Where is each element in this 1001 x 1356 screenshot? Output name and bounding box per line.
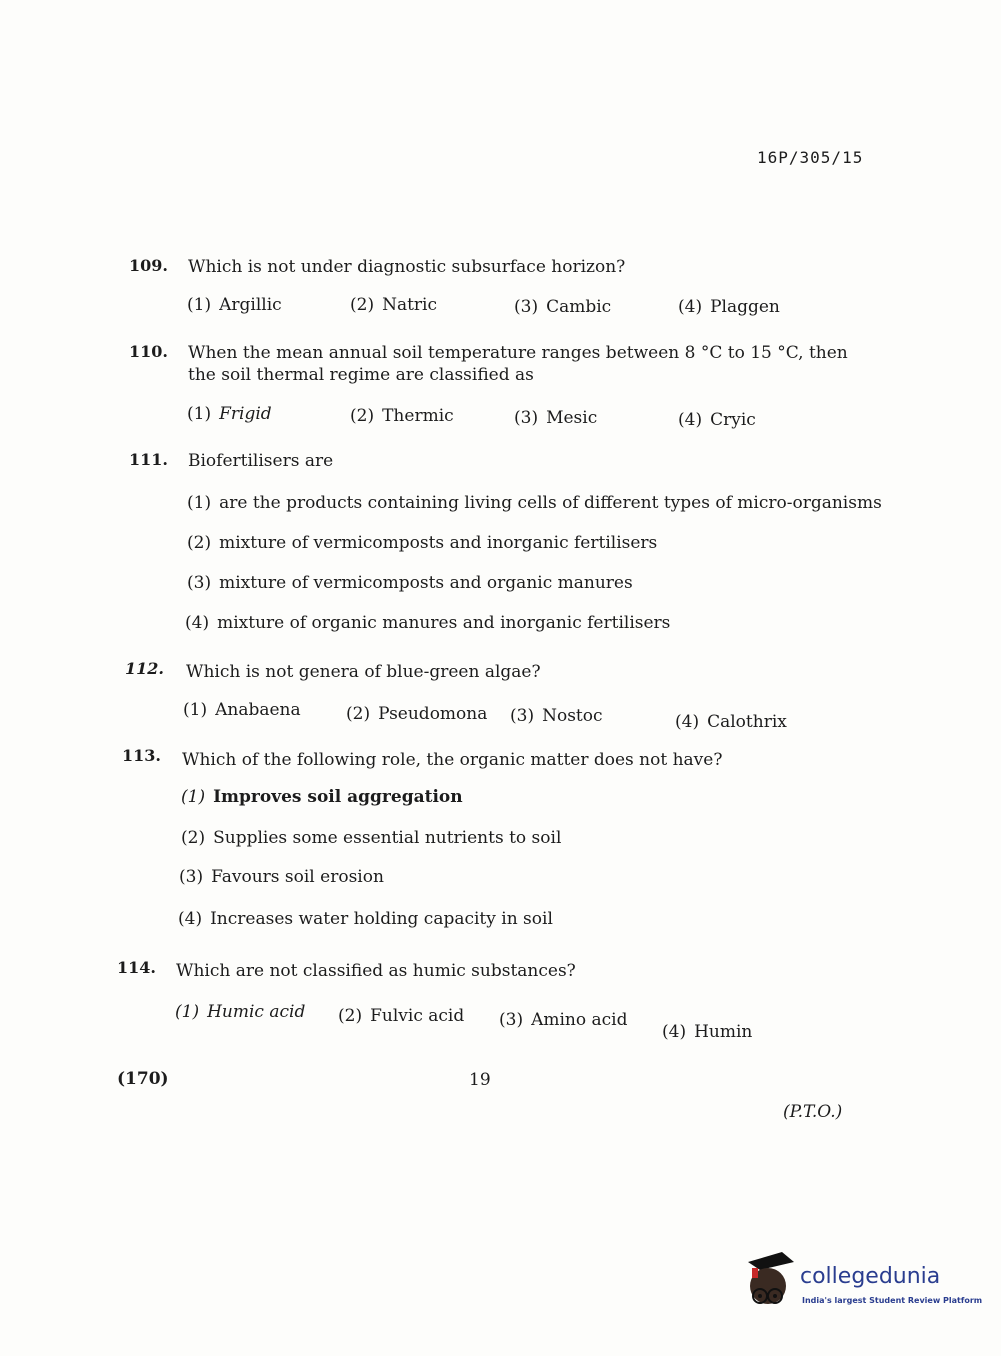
option-text: Cryic bbox=[710, 410, 756, 430]
option bbox=[187, 573, 633, 593]
option bbox=[187, 404, 272, 424]
option bbox=[185, 613, 670, 633]
option-number: (4) bbox=[662, 1022, 687, 1042]
brand-name: collegedunia bbox=[800, 1264, 941, 1289]
option-number: (4) bbox=[185, 613, 210, 633]
option-text: Calothrix bbox=[707, 712, 787, 732]
question-number: 110. bbox=[129, 342, 168, 361]
option-text: Supplies some essential nutrients to soil bbox=[213, 828, 562, 848]
question-text: Which of the following role, the organic matter does not have? bbox=[182, 750, 723, 770]
option-text: Favours soil erosion bbox=[211, 867, 384, 887]
question-text: Which are not classified as humic substances? bbox=[176, 961, 576, 981]
option bbox=[514, 408, 597, 428]
option-text: Humin bbox=[694, 1022, 753, 1042]
option-number: (1) bbox=[187, 404, 212, 424]
option-number: (3) bbox=[499, 1010, 524, 1030]
option bbox=[510, 706, 603, 726]
option bbox=[175, 1002, 305, 1022]
option-number: (2) bbox=[350, 406, 375, 426]
option-text: Natric bbox=[382, 295, 438, 315]
option-number: (2) bbox=[346, 704, 371, 724]
option bbox=[678, 297, 780, 317]
option bbox=[514, 297, 611, 317]
option-text: mixture of vermicomposts and inorganic fertilisers bbox=[219, 533, 658, 553]
question-number: 112. bbox=[125, 659, 164, 678]
brand-tagline: India's largest Student Review Platform bbox=[802, 1296, 983, 1305]
option-text: Fulvic acid bbox=[370, 1006, 465, 1026]
paper-code: 16P/305/15 bbox=[757, 148, 864, 167]
option bbox=[338, 1006, 464, 1026]
option-text: Anabaena bbox=[215, 700, 301, 720]
option-number: (4) bbox=[178, 909, 203, 929]
option bbox=[187, 533, 657, 553]
option-number: (1) bbox=[183, 700, 208, 720]
option-text: Plaggen bbox=[710, 297, 780, 317]
option-number: (3) bbox=[510, 706, 535, 726]
option-text: Argillic bbox=[219, 295, 282, 315]
question-number: 109. bbox=[129, 256, 168, 275]
booklet-code: (170) bbox=[117, 1069, 169, 1089]
option-text: Humic acid bbox=[207, 1002, 306, 1022]
option-text: mixture of vermicomposts and organic manures bbox=[219, 573, 633, 593]
option-number: (4) bbox=[675, 712, 700, 732]
option-text: Nostoc bbox=[542, 706, 603, 726]
question-text: Which is not genera of blue-green algae? bbox=[186, 662, 541, 682]
option bbox=[181, 828, 561, 848]
option bbox=[346, 704, 487, 724]
option-number: (4) bbox=[678, 410, 703, 430]
option bbox=[350, 295, 437, 315]
option-number: (3) bbox=[187, 573, 212, 593]
option bbox=[178, 909, 553, 929]
option-text: Improves soil aggregation bbox=[213, 787, 463, 807]
option-text: Frigid bbox=[219, 404, 272, 424]
question-number: 113. bbox=[122, 746, 161, 765]
option-text: Cambic bbox=[546, 297, 612, 317]
option-text: are the products containing living cells of different types of micro-organisms bbox=[219, 493, 882, 513]
option bbox=[499, 1010, 628, 1030]
option-number: (2) bbox=[181, 828, 206, 848]
option-text: Mesic bbox=[546, 408, 598, 428]
option bbox=[187, 493, 882, 513]
option-number: (3) bbox=[514, 408, 539, 428]
option-text: mixture of organic manures and inorganic fertilisers bbox=[217, 613, 671, 633]
option bbox=[181, 787, 463, 807]
pto-label: (P.T.O.) bbox=[783, 1102, 843, 1122]
option-text: Increases water holding capacity in soil bbox=[210, 909, 553, 929]
option bbox=[675, 712, 787, 732]
collegedunia-watermark bbox=[742, 1248, 983, 1318]
question-text: Which is not under diagnostic subsurface horizon? bbox=[188, 257, 626, 277]
question-number: 111. bbox=[129, 450, 168, 469]
option bbox=[179, 867, 384, 887]
option-number: (1) bbox=[175, 1002, 200, 1022]
option bbox=[350, 406, 454, 426]
option-text: Amino acid bbox=[531, 1010, 628, 1030]
option bbox=[678, 410, 756, 430]
question-text: Biofertilisers are bbox=[188, 451, 334, 471]
option-number: (2) bbox=[338, 1006, 363, 1026]
option-number: (2) bbox=[187, 533, 212, 553]
mascot-icon bbox=[742, 1248, 800, 1318]
option-number: (3) bbox=[179, 867, 204, 887]
question-number: 114. bbox=[117, 958, 156, 977]
page-number: 19 bbox=[469, 1070, 491, 1090]
question-text: When the mean annual soil temperature ranges between 8 °C to 15 °C, then the soil thermal regime are classified as bbox=[188, 343, 848, 385]
option-text: Thermic bbox=[382, 406, 454, 426]
option-number: (4) bbox=[678, 297, 703, 317]
option-text: Pseudomona bbox=[378, 704, 488, 724]
option-number: (3) bbox=[514, 297, 539, 317]
option-number: (1) bbox=[181, 787, 206, 807]
option bbox=[183, 700, 301, 720]
option bbox=[187, 295, 282, 315]
option bbox=[662, 1022, 752, 1042]
option-number: (2) bbox=[350, 295, 375, 315]
option-number: (1) bbox=[187, 493, 212, 513]
option-number: (1) bbox=[187, 295, 212, 315]
